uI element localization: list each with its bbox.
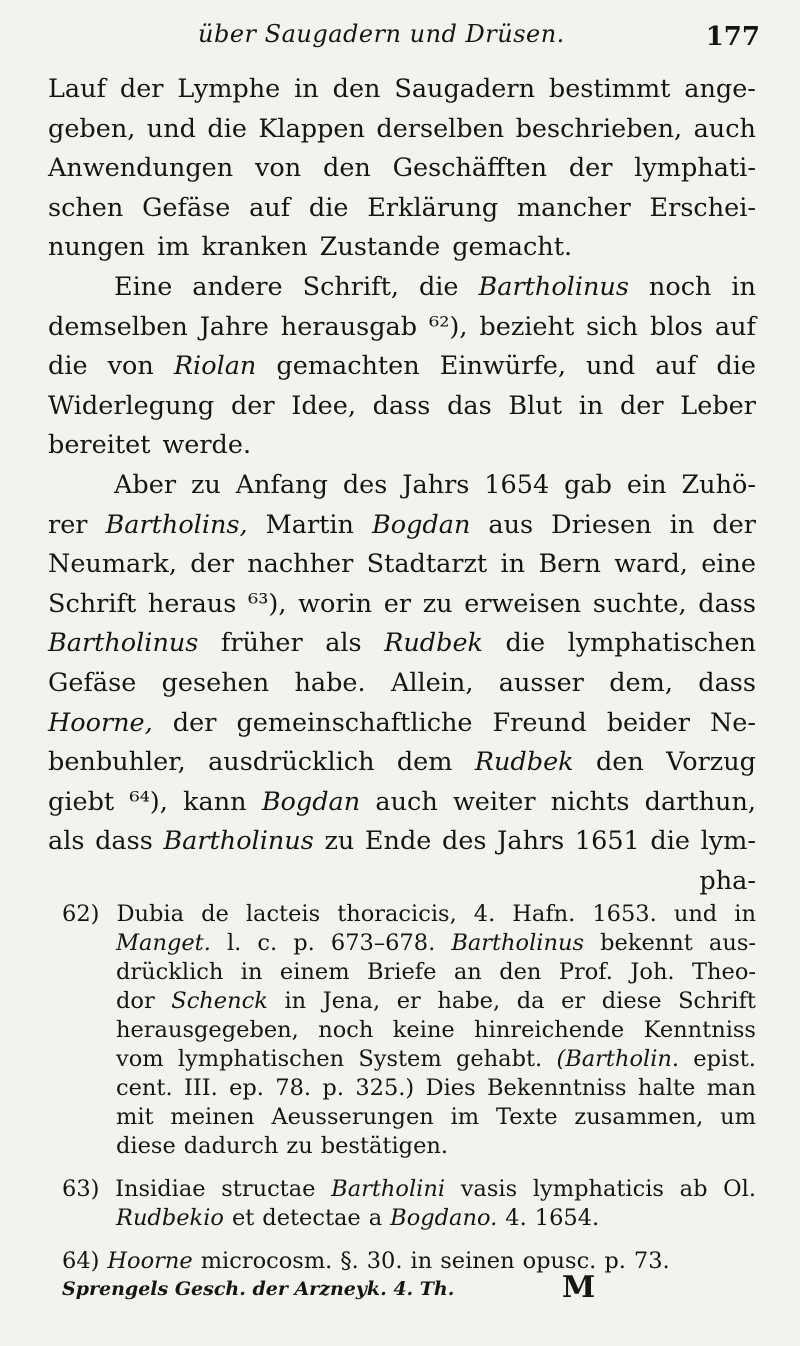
signature-mark: M [562,1270,596,1305]
footnote-line: herausgegeben, noch keine hinreichende Kenntniss [116,1017,756,1043]
footnote-line: drücklich in einem Briefe an den Prof. Joh. Theo- [116,959,756,985]
footnote-line: Manget. l. c. p. 673–678. Bartholinus bekennt aus- [116,930,756,956]
text-line: bereitet werde. [48,430,252,461]
footnote-line: diese dadurch zu bestätigen. [116,1133,449,1159]
text-line: Hoorne, der gemeinschaftliche Freund beider Ne- [48,707,756,738]
text-line: rer Bartholins, Martin Bogdan aus Driesen in der [48,509,756,540]
text-line: geben, und die Klappen derselben beschrieben, auch [48,113,756,144]
footnote [62,1175,756,1233]
footnote-line: 64) Hoorne microcosm. §. 30. in seinen opusc. p. 73. [62,1248,670,1274]
footnote-line: dor Schenck in Jena, er habe, da er diese Schrift [116,988,756,1014]
text-line: Neumark, der nachher Stadtarzt in Bern ward, eine [48,549,756,580]
footnote-line: 63) Insidiae structae Bartholini vasis lymphaticis ab Ol. [62,1176,756,1202]
running-title: über Saugadern und Drüsen. [198,20,565,48]
text-line: demselben Jahre herausgab ⁶²), bezieht sich blos auf [48,311,756,342]
text-line: Schrift heraus ⁶³), worin er zu erweisen suchte, dass [48,588,756,619]
footnote-line: Rudbekio et detectae a Bogdano. 4. 1654. [116,1205,600,1231]
main-text [48,70,756,901]
text-line: giebt ⁶⁴), kann Bogdan auch weiter nichts darthun, [48,786,756,817]
signature-line [62,1270,756,1310]
text-line: schen Gefäse auf die Erklärung mancher Erschei- [48,192,756,223]
footnote-line: vom lymphatischen System gehabt. (Bartholin. epist. [116,1046,756,1072]
footnote-line: 62) Dubia de lacteis thoracicis, 4. Hafn. 1653. und in [62,901,756,927]
text-line: die von Riolan gemachten Einwürfe, und auf die [48,351,756,382]
signature-text: Sprengels Gesch. der Arzneyk. 4. Th. [62,1278,455,1300]
catchword: pha- [699,865,756,896]
footnote-line: cent. III. ep. 78. p. 325.) Dies Bekenntniss halte man [116,1075,756,1101]
text-line: Widerlegung der Idee, dass das Blut in der Leber [48,390,756,421]
text-line: Aber zu Anfang des Jahrs 1654 gab ein Zuhö- [114,469,756,500]
footnotes [62,900,756,1290]
text-line: benbuhler, ausdrücklich dem Rudbek den Vorzug [48,747,756,778]
text-line: Gefäse gesehen habe. Allein, ausser dem, dass [48,667,756,698]
text-line: Lauf der Lymphe in den Saugadern bestimmt ange- [48,74,756,104]
text-line: Anwendungen von den Geschäfften der lymphati- [48,153,756,184]
text-line: Eine andere Schrift, die Bartholinus noch in [114,271,756,302]
page-number: 177 [705,22,760,52]
text-line: als dass Bartholinus zu Ende des Jahrs 1651 die lym- [48,826,756,857]
footnote-line: mit meinen Aeusserungen im Texte zusammen, um [116,1104,756,1130]
text-line: Bartholinus früher als Rudbek die lymphatischen [48,628,756,659]
page-header [48,18,760,58]
footnote [62,900,756,1161]
text-line: nungen im kranken Zustande gemacht. [48,232,573,263]
